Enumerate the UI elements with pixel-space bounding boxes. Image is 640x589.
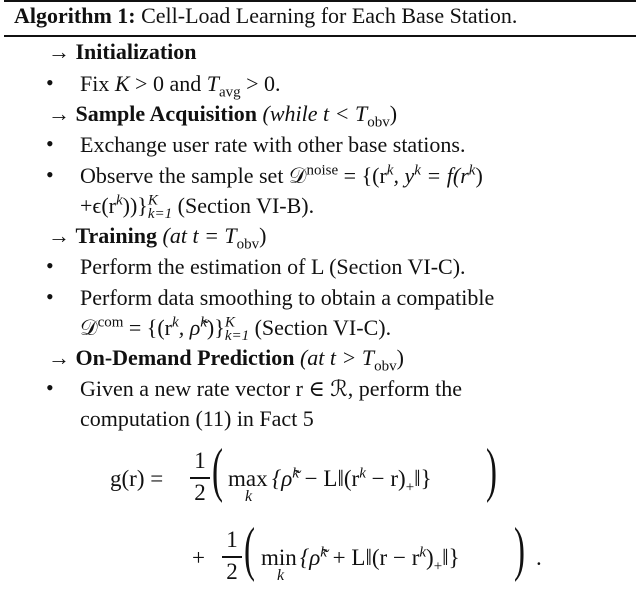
text: ‖}: [414, 466, 432, 491]
bullet-icon: •: [46, 284, 54, 309]
half-denominator: 2: [194, 480, 206, 505]
superscript: k: [359, 465, 366, 482]
text: + L‖(r − r: [326, 545, 420, 570]
fraction-bar: [222, 556, 242, 558]
text: ))}: [122, 193, 148, 218]
cond: (while t: [262, 101, 330, 126]
top-rule: [4, 0, 636, 2]
sample-bullet-2-line-1: [80, 162, 483, 190]
superscript: noise: [306, 162, 339, 179]
ondemand-bullet-1-line-1: Given a new rate vector r ∈ ℛ, perform the: [80, 376, 463, 401]
arrow-icon: →: [48, 223, 76, 248]
training-bullet-2-line-1: Perform data smoothing to obtain a compatible: [80, 285, 495, 310]
arrow-icon: →: [48, 101, 76, 126]
text: , y: [393, 163, 415, 188]
plus-sign: +: [192, 545, 205, 570]
superscript: k: [386, 162, 394, 179]
var: T: [206, 71, 219, 96]
right-paren: ): [514, 516, 525, 582]
half-numerator: 1: [226, 527, 238, 552]
sample-bullet-2-line-2: [80, 192, 315, 223]
text: − L‖(r: [298, 466, 360, 491]
text: ): [426, 545, 434, 570]
text: )}: [206, 315, 225, 340]
max-operator: max: [228, 466, 268, 491]
superscript: com: [97, 314, 124, 331]
bullet-icon: •: [46, 70, 54, 95]
max-subscript: k: [245, 488, 253, 505]
cond: > T: [336, 345, 375, 370]
text: (Section VI-B).: [177, 193, 315, 218]
fraction-bar: [190, 477, 210, 479]
subscript: k=1: [224, 328, 250, 345]
subscript: avg: [218, 84, 241, 101]
arrow-icon: →: [48, 345, 76, 370]
cond: ): [396, 345, 404, 370]
step-heading: On-Demand Prediction: [75, 345, 295, 370]
superscript: k: [292, 465, 299, 482]
training-bullet-1: Perform the estimation of L (Section VI-C).: [80, 254, 466, 279]
cond: = T: [198, 223, 237, 248]
step-on-demand-prediction: [48, 344, 404, 375]
step-heading: Sample Acquisition: [75, 101, 258, 126]
half-numerator: 1: [194, 448, 206, 473]
superscript: k: [172, 314, 179, 331]
superscript: k: [419, 544, 427, 561]
left-paren: (: [212, 437, 223, 503]
bullet-icon: •: [46, 253, 54, 278]
training-bullet-2-line-2: [80, 314, 392, 345]
min-subscript: k: [277, 567, 285, 584]
cond: ): [259, 223, 267, 248]
subscript: k=1: [147, 206, 173, 223]
step-initialization: [48, 38, 197, 66]
step-training: [48, 222, 267, 253]
max-body: [272, 465, 432, 496]
superscript: k: [115, 192, 123, 209]
text: (Section VI-C).: [254, 315, 392, 340]
superscript: K: [224, 314, 235, 331]
text: 𝒟: [80, 315, 98, 340]
ondemand-bullet-1-line-2: computation (11) in Fact 5: [80, 406, 314, 431]
step-sample-acquisition: [48, 100, 398, 131]
algorithm-name: Cell-Load Learning for Each Base Station.: [141, 3, 518, 28]
step-heading: Initialization: [75, 39, 197, 64]
step-heading: Training: [75, 223, 158, 248]
cond: ): [389, 101, 398, 126]
var: K: [114, 71, 130, 96]
header-rule: [4, 35, 636, 37]
subscript: obv: [374, 358, 397, 375]
cond: < T: [329, 101, 368, 126]
cond: (at t: [299, 345, 337, 370]
bullet-icon: •: [46, 131, 54, 156]
left-paren: (: [244, 516, 255, 582]
subscript: +: [405, 479, 415, 496]
superscript: k: [414, 162, 421, 179]
text: Fix: [80, 71, 115, 96]
text: {ρ̃: [300, 545, 321, 570]
text: ‖}: [442, 545, 460, 570]
right-paren: ): [486, 437, 497, 503]
init-bullet-1: [80, 70, 281, 101]
text: Observe the sample set 𝒟: [80, 163, 307, 188]
text: − r): [365, 466, 406, 491]
text: ): [475, 163, 483, 188]
min-operator: min: [261, 545, 297, 570]
superscript: K: [147, 192, 158, 209]
bullet-icon: •: [46, 375, 54, 400]
subscript: obv: [367, 114, 390, 131]
arrow-icon: →: [48, 39, 76, 64]
equation-period: .: [536, 545, 542, 570]
superscript: k: [320, 544, 327, 561]
superscript: k: [468, 162, 476, 179]
superscript: k: [200, 314, 207, 331]
text: = f(r: [420, 163, 469, 188]
algorithm-title: [14, 3, 517, 29]
text: +ϵ(r: [80, 193, 116, 218]
sample-bullet-1: Exchange user rate with other base stations.: [80, 132, 466, 157]
half-denominator: 2: [226, 559, 238, 584]
text: {ρ̃: [272, 466, 293, 491]
text: = {(r: [338, 163, 387, 188]
min-body: [300, 544, 460, 575]
text: , ρ̃: [178, 315, 201, 340]
bullet-icon: •: [46, 162, 54, 187]
subscript: +: [433, 558, 443, 575]
cond: (at t: [162, 223, 199, 248]
subscript: obv: [236, 236, 260, 253]
algorithm-label: Algorithm 1:: [14, 3, 136, 28]
text: = {(r: [123, 315, 173, 340]
text: > 0.: [240, 71, 281, 96]
text: > 0 and: [129, 71, 207, 96]
equation-lhs: g(r) =: [110, 466, 164, 491]
